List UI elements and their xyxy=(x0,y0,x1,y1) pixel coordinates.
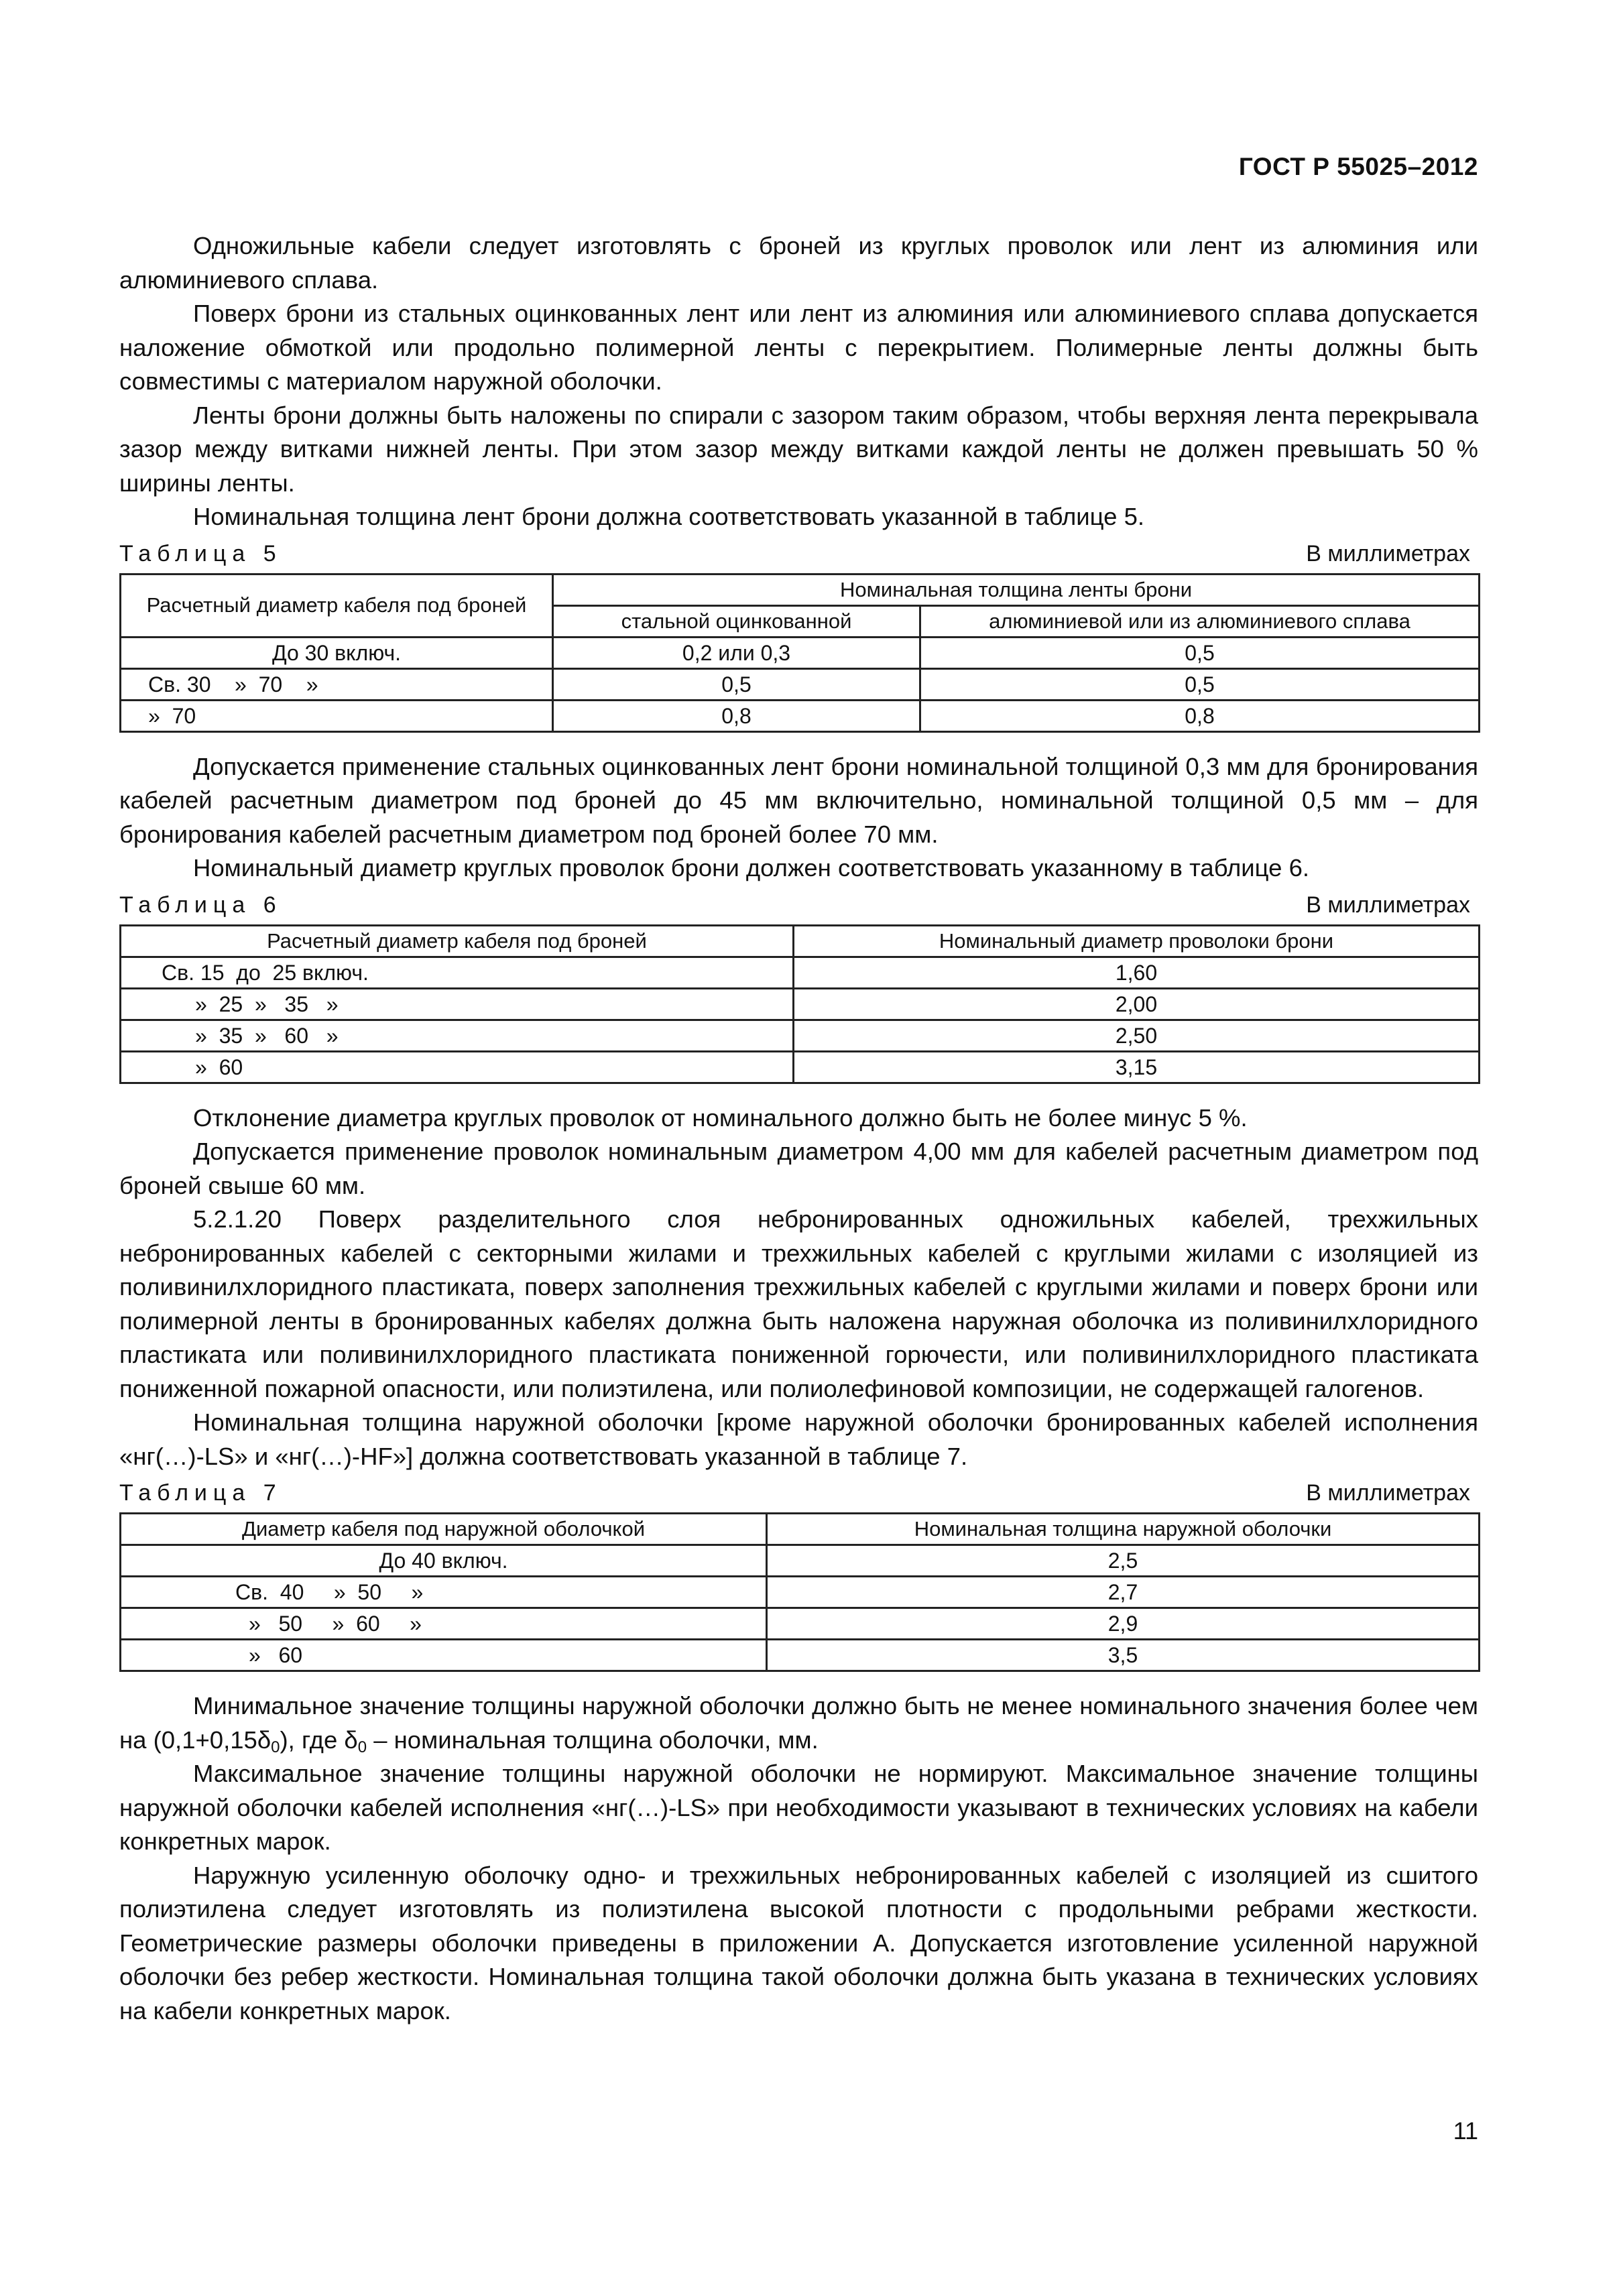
table5-cell-steel: 0,2 или 0,3 xyxy=(553,637,920,668)
paragraph: Отклонение диаметра круглых проволок от номинального должно быть не более минус 5 %. xyxy=(193,1103,1248,1132)
table6-caption xyxy=(119,890,1478,920)
table7-cell-diameter: » 60 xyxy=(121,1640,767,1671)
paragraph: Наружную усиленную оболочку одно- и трехжильных небронированных кабелей с изоляцией из сшитого полиэтилена следует изготовлять из полиэтилена высокой плотности с продольными ребрами жесткости. Геометрические размеры оболочки приведены в приложении А. Допускается изготовление усиленной наружной оболочки без ребер жесткости. Номинальная толщина такой оболочки должна быть указана в технических условиях на кабели конкретных марок. xyxy=(119,1861,1478,2025)
table6-header-diameter: Расчетный диаметр кабеля под броней xyxy=(121,925,794,957)
table7-cell-value: 3,5 xyxy=(767,1640,1480,1671)
table5-cell-aluminium: 0,8 xyxy=(920,700,1480,731)
table7-header-thickness: Номинальная толщина наружной оболочки xyxy=(767,1514,1480,1545)
paragraph: Максимальное значение толщины наружной оболочки не нормируют. Максимальное значение толщины наружной оболочки кабелей исполнения «нг(…)-LS» при необходимости указывают в технических условиях на кабели конкретных марок. xyxy=(119,1760,1478,1855)
paragraph: Ленты брони должны быть наложены по спирали с зазором таким образом, чтобы верхняя лента перекрывала зазор между витками нижней ленты. При этом зазор между витками каждой ленты не должен превышать 50 % ширины ленты. xyxy=(119,401,1478,497)
min-thickness-text-2: ), где δ xyxy=(280,1726,358,1754)
table7-header-diameter: Диаметр кабеля под наружной оболочкой xyxy=(121,1514,767,1545)
table7-name: Таблица 7 xyxy=(119,1480,282,1506)
paragraph-min-thickness xyxy=(119,1689,1478,1757)
table-row xyxy=(121,988,1480,1020)
table5-name: Таблица 5 xyxy=(119,540,282,566)
table5-cell-steel: 0,8 xyxy=(553,700,920,731)
table7-unit: В миллиметрах xyxy=(1306,1480,1470,1506)
table7-cell-diameter: » 50 » 60 » xyxy=(121,1608,767,1640)
table7-cell-diameter: До 40 включ. xyxy=(121,1545,767,1577)
table6-cell-value: 2,50 xyxy=(794,1020,1480,1051)
table6-header-wire: Номинальный диаметр проволоки брони xyxy=(794,925,1480,957)
table7 xyxy=(119,1512,1480,1672)
table6-cell-diameter: » 25 » 35 » xyxy=(121,988,794,1020)
table6-name: Таблица 6 xyxy=(119,892,282,918)
paragraph: 5.2.1.20 Поверх разделительного слоя небронированных одножильных кабелей, трехжильных небронированных кабелей с секторными жилами и трехжильных кабелей с круглыми жилами с изоляцией из поливинилхлоридного пластиката, поверх заполнения трехжильных кабелей с круглыми жилами и поверх брони или полимерной ленты в бронированных кабелях должна быть наложена наружная оболочка из поливинилхлоридного пластиката или поливинилхлоридного пластиката пониженной горючести, или поливинилхлоридного пластиката пониженной пожарной опасности, или полиэтилена, или полиолефиновой композиции, не содержащей галогенов. xyxy=(119,1205,1478,1402)
paragraph: Допускается применение проволок номинальным диаметром 4,00 мм для кабелей расчетным диаметром под броней свыше 60 мм. xyxy=(119,1138,1478,1199)
paragraph: Допускается применение стальных оцинкованных лент брони номинальной толщиной 0,3 мм для бронирования кабелей расчетным диаметром под броней до 45 мм включительно, номинальной толщиной 0,5 мм – для бронирования кабелей расчетным диаметром под броней более 70 мм. xyxy=(119,752,1478,848)
table5-unit: В миллиметрах xyxy=(1306,540,1470,566)
table7-header-row xyxy=(121,1514,1480,1545)
min-thickness-text-1: Минимальное значение толщины наружной оболочки должно быть не менее номинального значения более чем на (0,1+0,15δ xyxy=(119,1692,1478,1754)
paragraph: Номинальная толщина лент брони должна соответствовать указанной в таблице 5. xyxy=(193,503,1145,530)
table5-caption xyxy=(119,538,1478,569)
table7-caption xyxy=(119,1477,1478,1508)
table-row xyxy=(121,637,1480,668)
table5-cell-diameter: » 70 xyxy=(121,700,553,731)
table6-cell-diameter: » 60 xyxy=(121,1051,794,1083)
table-row xyxy=(121,1577,1480,1608)
table5-cell-diameter: До 30 включ. xyxy=(121,637,553,668)
table7-cell-value: 2,7 xyxy=(767,1577,1480,1608)
paragraph: Номинальный диаметр круглых проволок брони должен соответствовать указанному в таблице 6. xyxy=(193,854,1310,882)
paragraph: Номинальная толщина наружной оболочки [кроме наружной оболочки бронированных кабелей исполнения «нг(…)-LS» и «нг(…)-HF»] должна соответствовать указанной в таблице 7. xyxy=(119,1408,1478,1470)
table5-cell-aluminium: 0,5 xyxy=(920,637,1480,668)
table-row xyxy=(121,668,1480,700)
table5-header-steel: стальной оцинкованной xyxy=(553,605,920,637)
paragraph: Поверх брони из стальных оцинкованных лент или лент из алюминия или алюминиевого сплава допускается наложение обмоткой или продольно полимерной ленты с перекрытием. Полимерные ленты должны быть совместимы с материалом наружной оболочки. xyxy=(119,300,1478,395)
table5-header-row xyxy=(121,574,1480,605)
table-row xyxy=(121,957,1480,988)
table5-cell-aluminium: 0,5 xyxy=(920,668,1480,700)
table5-header-diameter: Расчетный диаметр кабеля под броней xyxy=(121,574,553,637)
page-number: 11 xyxy=(1453,2117,1478,2144)
table7-cell-value: 2,5 xyxy=(767,1545,1480,1577)
table5-cell-diameter: Св. 30 » 70 » xyxy=(121,668,553,700)
table7-cell-value: 2,9 xyxy=(767,1608,1480,1640)
table6-header-row xyxy=(121,925,1480,957)
table-row xyxy=(121,700,1480,731)
table5-header-thickness: Номинальная толщина ленты брони xyxy=(553,574,1480,605)
min-thickness-text-3: – номинальная толщина оболочки, мм. xyxy=(367,1726,819,1754)
table5-cell-steel: 0,5 xyxy=(553,668,920,700)
table6-cell-value: 1,60 xyxy=(794,957,1480,988)
table6-cell-diameter: Св. 15 до 25 включ. xyxy=(121,957,794,988)
table-row xyxy=(121,1545,1480,1577)
table5-header-aluminium: алюминиевой или из алюминиевого сплава xyxy=(920,605,1480,637)
table7-cell-diameter: Св. 40 » 50 » xyxy=(121,1577,767,1608)
table6-cell-value: 2,00 xyxy=(794,988,1480,1020)
table-row xyxy=(121,1020,1480,1051)
delta-subscript: 0 xyxy=(271,1738,280,1756)
table-row xyxy=(121,1640,1480,1671)
paragraph: Одножильные кабели следует изготовлять с броней из круглых проволок или лент из алюминия или алюминиевого сплава. xyxy=(119,232,1478,294)
table5 xyxy=(119,573,1480,733)
delta-subscript: 0 xyxy=(357,1738,367,1756)
table-row xyxy=(121,1608,1480,1640)
table-row xyxy=(121,1051,1480,1083)
document-code-header: ГОСТ Р 55025–2012 xyxy=(1238,153,1478,180)
table6-unit: В миллиметрах xyxy=(1306,892,1470,918)
table6-cell-diameter: » 35 » 60 » xyxy=(121,1020,794,1051)
table6 xyxy=(119,924,1480,1084)
table6-cell-value: 3,15 xyxy=(794,1051,1480,1083)
page-content xyxy=(119,229,1478,2028)
